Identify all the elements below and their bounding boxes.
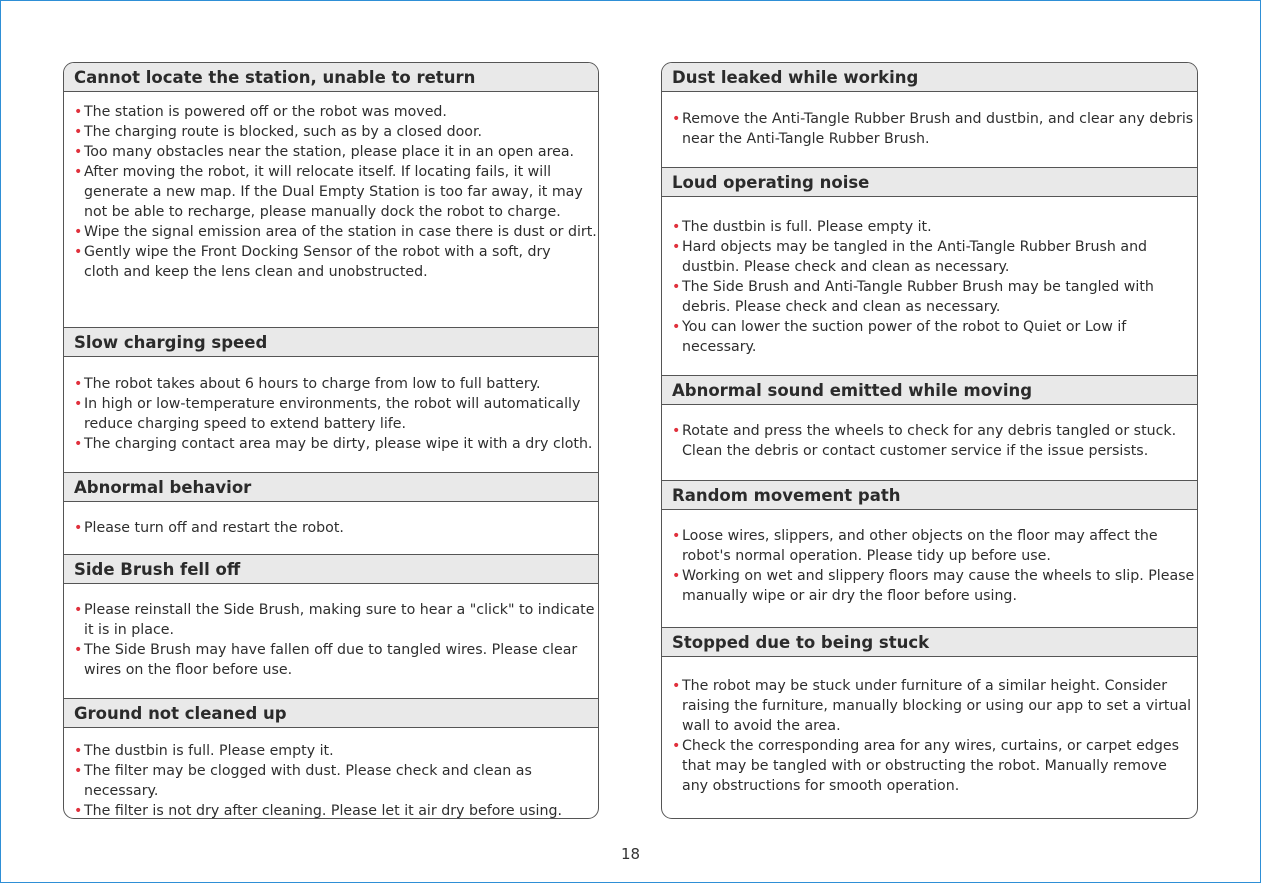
list-item: • Loose wires, slippers, and other objects on the floor may affect the robot's normal operation. Please tidy up before use. — [672, 526, 1197, 566]
bullet-list — [74, 374, 598, 454]
section-title: Cannot locate the station, unable to return — [64, 63, 598, 92]
list-item: • The charging route is blocked, such as by a closed door. — [74, 122, 598, 142]
section-title: Random movement path — [662, 481, 1197, 510]
list-item: • The Side Brush and Anti-Tangle Rubber Brush may be tangled with debris. Please check and clean as necessary. — [672, 277, 1197, 317]
list-item: • The Side Brush may have fallen off due to tangled wires. Please clear wires on the floor before use. — [74, 640, 598, 680]
list-item: • Please reinstall the Side Brush, making sure to hear a "click" to indicate it is in place. — [74, 600, 598, 640]
bullet-list — [74, 741, 598, 819]
bullet-list — [672, 526, 1197, 606]
section-title: Ground not cleaned up — [64, 699, 598, 728]
bullet-list — [672, 109, 1197, 149]
section-side-brush-fell-off — [64, 554, 598, 698]
list-item: • Check the corresponding area for any wires, curtains, or carpet edges that may be tangled with or obstructing the robot. Manually remove any obstructions for smooth operation. — [672, 736, 1197, 796]
section-random-movement — [662, 480, 1197, 627]
list-item: • The robot takes about 6 hours to charge from low to full battery. — [74, 374, 598, 394]
list-item: • The station is powered off or the robot was moved. — [74, 102, 598, 122]
section-stopped-stuck — [662, 627, 1197, 818]
section-title: Dust leaked while working — [662, 63, 1197, 92]
list-item: • The charging contact area may be dirty, please wipe it with a dry cloth. — [74, 434, 598, 454]
section-title: Abnormal behavior — [64, 473, 598, 502]
list-item: • Hard objects may be tangled in the Anti-Tangle Rubber Brush and dustbin. Please check and clean as necessary. — [672, 237, 1197, 277]
section-title: Loud operating noise — [662, 168, 1197, 197]
list-item: • Working on wet and slippery floors may cause the wheels to slip. Please manually wipe or air dry the floor before using. — [672, 566, 1197, 606]
list-item: • You can lower the suction power of the robot to Quiet or Low if necessary. — [672, 317, 1197, 357]
list-item: • Rotate and press the wheels to check for any debris tangled or stuck. Clean the debris or contact customer service if the issue persists. — [672, 421, 1197, 461]
bullet-list — [74, 102, 598, 282]
bullet-list — [672, 421, 1197, 461]
list-item: • Wipe the signal emission area of the station in case there is dust or dirt. — [74, 222, 598, 242]
page-number: 18 — [620, 845, 641, 863]
list-item: • The dustbin is full. Please empty it. — [672, 217, 1197, 237]
section-title: Stopped due to being stuck — [662, 628, 1197, 657]
right-troubleshooting-column — [661, 62, 1198, 819]
section-abnormal-sound — [662, 375, 1197, 480]
section-title: Side Brush fell off — [64, 555, 598, 584]
bullet-list — [74, 600, 598, 680]
list-item: • The robot may be stuck under furniture of a similar height. Consider raising the furniture, manually blocking or using our app to set a virtual wall to avoid the area. — [672, 676, 1197, 736]
bullet-list — [672, 217, 1197, 357]
list-item: • Gently wipe the Front Docking Sensor of the robot with a soft, dry cloth and keep the lens clean and unobstructed. — [74, 242, 598, 282]
section-ground-not-cleaned — [64, 698, 598, 818]
list-item: • After moving the robot, it will relocate itself. If locating fails, it will generate a new map. If the Dual Empty Station is too far away, it may not be able to recharge, please manually dock the robot to charge. — [74, 162, 598, 222]
section-loud-noise — [662, 167, 1197, 375]
list-item: • Please turn off and restart the robot. — [74, 518, 598, 538]
section-slow-charging — [64, 327, 598, 472]
left-troubleshooting-column — [63, 62, 599, 819]
list-item: • The dustbin is full. Please empty it. — [74, 741, 598, 761]
section-title: Slow charging speed — [64, 328, 598, 357]
list-item: • Remove the Anti-Tangle Rubber Brush and dustbin, and clear any debris near the Anti-Tangle Rubber Brush. — [672, 109, 1197, 149]
bullet-list — [672, 676, 1197, 796]
list-item: • Too many obstacles near the station, please place it in an open area. — [74, 142, 598, 162]
section-abnormal-behavior — [64, 472, 598, 554]
bullet-list — [74, 518, 598, 538]
section-title: Abnormal sound emitted while moving — [662, 376, 1197, 405]
list-item: • The filter is not dry after cleaning. Please let it air dry before using. — [74, 801, 598, 819]
list-item: • In high or low-temperature environments, the robot will automatically reduce charging speed to extend battery life. — [74, 394, 598, 434]
section-dust-leaked — [662, 63, 1197, 167]
list-item: • The filter may be clogged with dust. Please check and clean as necessary. — [74, 761, 598, 801]
section-cannot-locate-station — [64, 63, 598, 327]
